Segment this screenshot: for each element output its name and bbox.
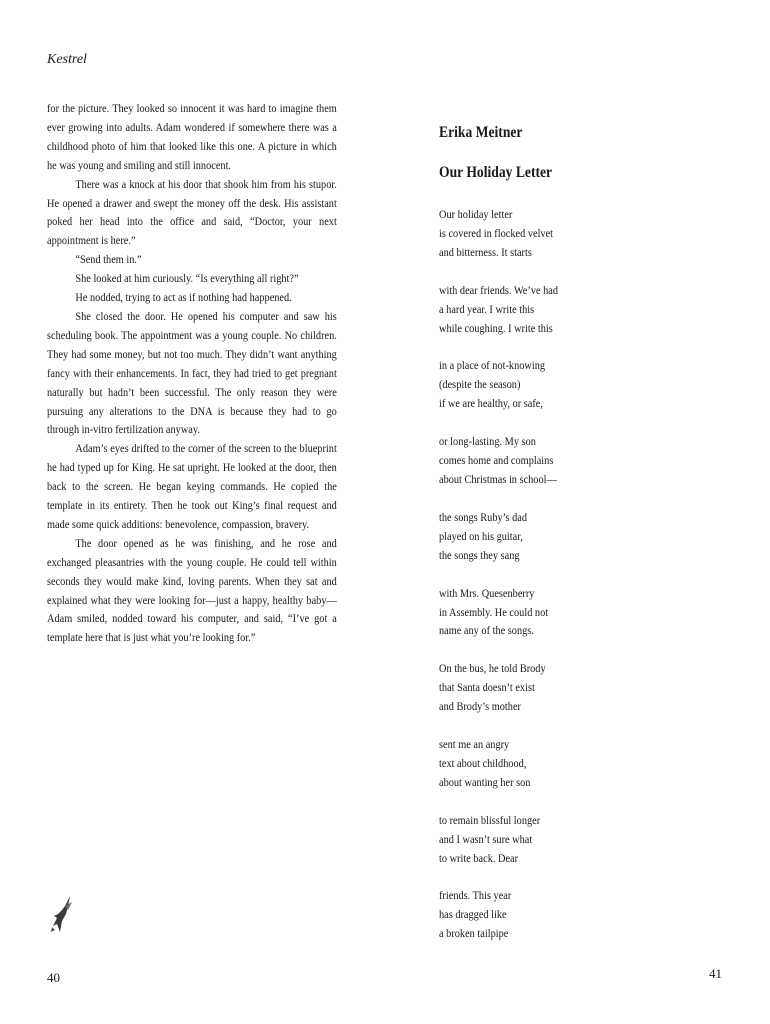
poem-line: about wanting her son: [439, 774, 531, 789]
poem-line: in a place of not-knowing: [439, 358, 546, 373]
poem-line: to write back. Dear: [439, 850, 519, 865]
paragraph: He nodded, trying to act as if nothing had happened.: [75, 290, 292, 305]
author-name: Erika Meitner: [439, 124, 523, 141]
poem-line: with Mrs. Quesenberry: [439, 585, 535, 600]
poem-line: or long-lasting. My son: [439, 434, 536, 449]
poem-line: in Assembly. He could not: [439, 604, 549, 619]
poem-line: On the bus, he told Brody: [439, 661, 546, 676]
poem-line: and bitterness. It starts: [439, 244, 532, 259]
paragraph: for the picture. They looked so innocent it was hard to imagine them ever growing into adults. Adam wondered if somewhere there was a childhood photo of him that looked like this one. A picture in which he was young and smiling and still innocent.: [47, 101, 337, 172]
poem-line: comes home and complains: [439, 453, 554, 468]
poem-line: name any of the songs.: [439, 623, 534, 638]
poem-line: friends. This year: [439, 888, 512, 903]
poem-line: a broken tailpipe: [439, 926, 509, 941]
paragraph: She closed the door. He opened his computer and saw his scheduling book. The appointment was a young couple. No children. They had some money, but not too much. They didn’t want anything fancy with their enhancements. In fact, they had tried to get pregnant naturally but hadn’t been successful. The only reason they were pursuing any alterations to the DNA is because they had to go through in-vitro fertilization anyway.: [47, 308, 337, 437]
paragraph: There was a knock at his door that shook him from his stupor. He opened a drawer and swept the money off the desk. His assistant poked her head into the office and said, “Doctor, your next appointment is here.”: [47, 176, 337, 248]
poem-line: sent me an angry: [439, 737, 510, 752]
paragraph: Adam’s eyes drifted to the corner of the screen to the blueprint he had typed up for King. He sat upright. He looked at the door, then back to the screen. He began keying commands. He copied the template in its entirety. Then he took out King’s final request and made some quick additions: benevolence, compassion, bravery.: [47, 441, 337, 531]
poem-line: with dear friends. We’ve had: [439, 282, 559, 297]
stanza: [439, 432, 558, 489]
poem-line: text about childhood,: [439, 755, 527, 770]
stanza: [439, 584, 558, 641]
poem-line: to remain blissful longer: [439, 812, 541, 827]
poem-line: if we are healthy, or safe,: [439, 396, 543, 411]
poem-line: has dragged like: [439, 907, 507, 922]
stanza: [439, 281, 558, 338]
page-number-left: 40: [47, 970, 60, 985]
stanza: [439, 205, 558, 262]
poem-body: [439, 205, 558, 962]
stanza: [439, 886, 558, 943]
stanza: [439, 356, 558, 413]
stanza: [439, 811, 558, 868]
paragraph: She looked at him curiously. “Is everything all right?”: [75, 271, 299, 286]
stanza: [439, 735, 558, 792]
page-number-right: 41: [709, 966, 722, 981]
poem-line: the songs they sang: [439, 547, 520, 562]
paragraph: The door opened as he was finishing, and he rose and exchanged pleasantries with the young couple. He could tell within seconds they would make kind, loving parents. When they sat and explained what they were looking for—just a happy, healthy baby—Adam smiled, nodded toward his computer, and said, “I’ve got a template here that is just what you’re looking for.”: [47, 535, 337, 645]
paragraph: “Send them in.”: [75, 252, 142, 267]
journal-title: Kestrel: [47, 52, 87, 67]
kestrel-bird-logo-icon: [48, 894, 76, 934]
poem-line: a hard year. I write this: [439, 301, 535, 316]
poem-title: Our Holiday Letter: [439, 164, 553, 181]
poem-line: while coughing. I write this: [439, 320, 553, 335]
stanza: [439, 508, 558, 565]
poem-line: played on his guitar,: [439, 528, 523, 543]
poem-line: is covered in flocked velvet: [439, 225, 554, 240]
poem-line: that Santa doesn’t exist: [439, 680, 535, 695]
poem-line: Our holiday letter: [439, 207, 513, 221]
poem-line: and Brody’s mother: [439, 699, 521, 714]
poem-line: the songs Ruby’s dad: [439, 509, 528, 524]
poem-line: and I wasn’t sure what: [439, 831, 533, 846]
story-text: [47, 99, 337, 647]
poem-line: about Christmas in school—: [439, 471, 557, 486]
poem-line: (despite the season): [439, 377, 521, 392]
stanza: [439, 659, 558, 716]
